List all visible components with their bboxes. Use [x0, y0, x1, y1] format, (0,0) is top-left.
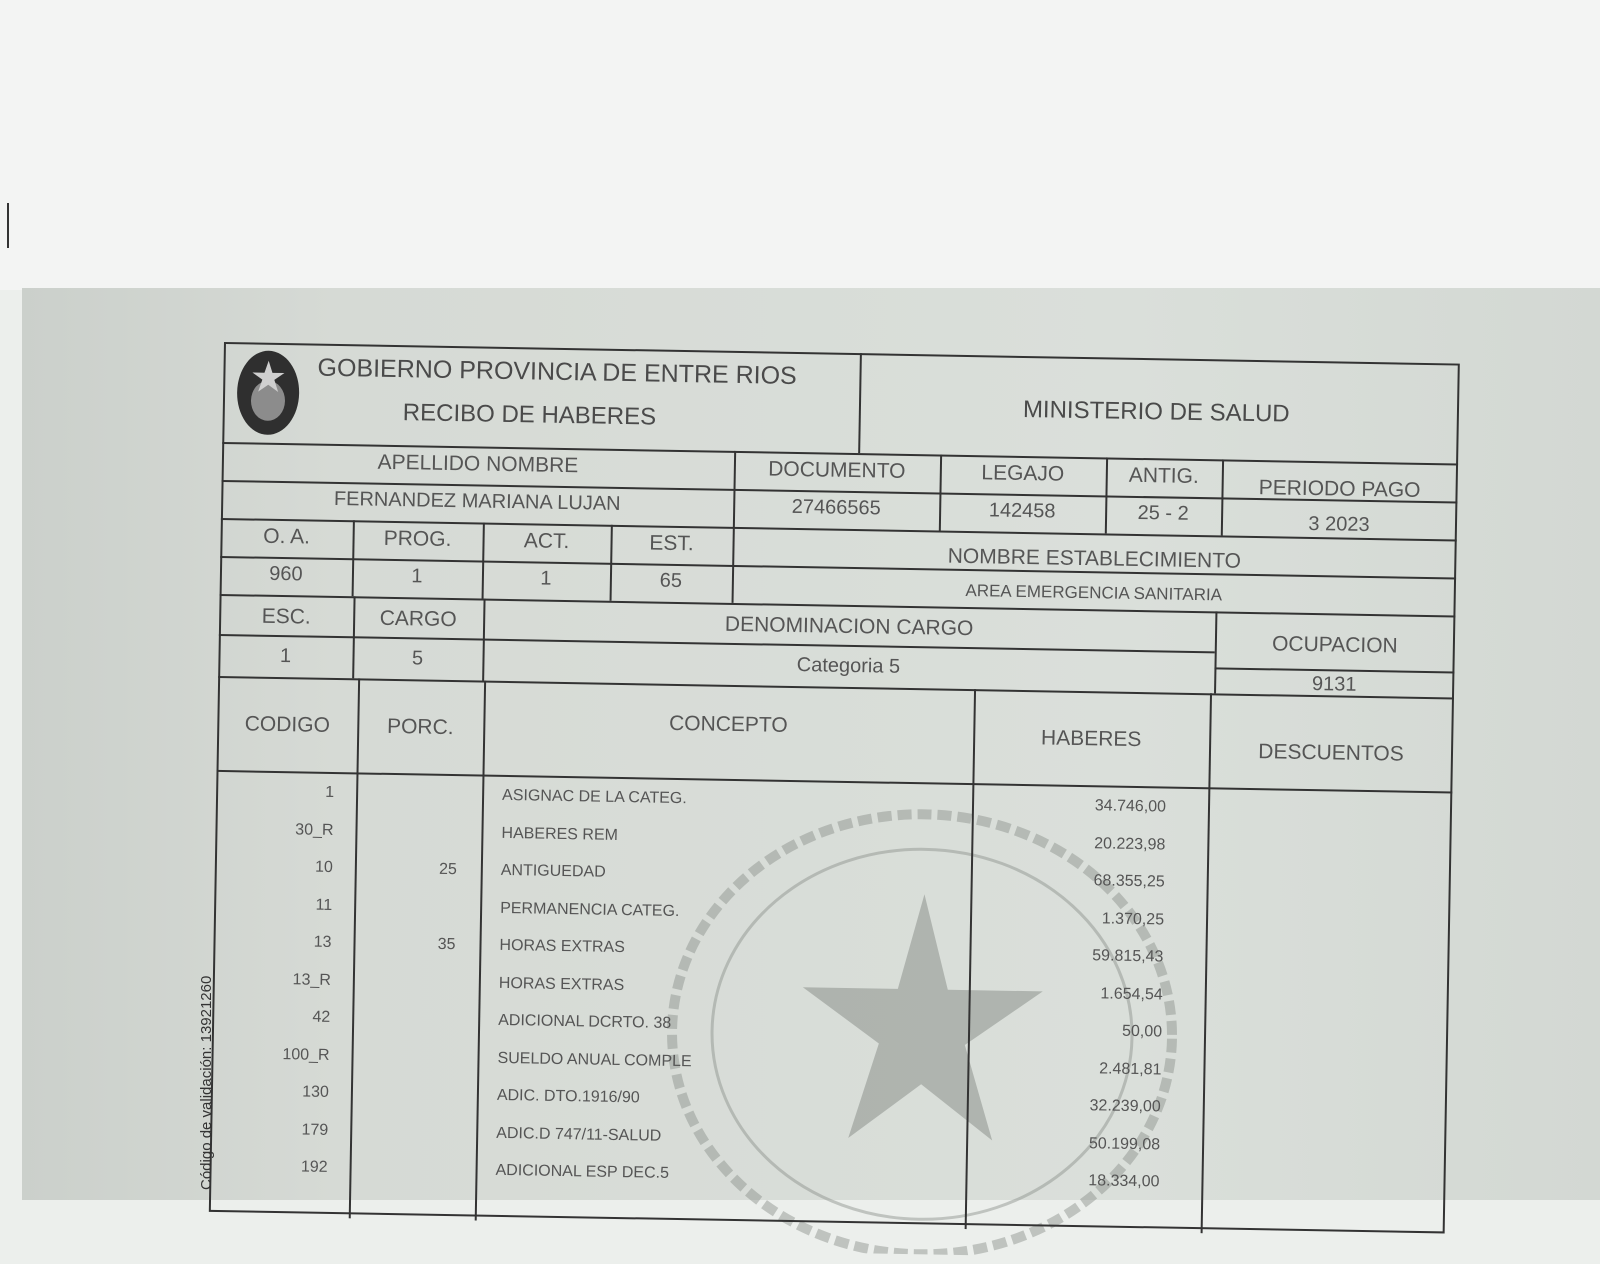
- item-codigo: 1: [325, 783, 335, 801]
- item-concepto: ADICIONAL ESP DEC.5: [495, 1161, 670, 1182]
- item-codigo: 13_R: [292, 970, 332, 989]
- establishment-name: AREA EMERGENCIA SANITARIA: [965, 580, 1223, 605]
- prog-value: 1: [411, 565, 423, 588]
- government-title: GOBIERNO PROVINCIA DE ENTRE RIOS: [317, 353, 797, 390]
- item-codigo: 11: [315, 896, 333, 914]
- item-porc: 35: [437, 935, 456, 954]
- item-concepto: ADICIONAL DCRTO. 38: [498, 1011, 672, 1032]
- label-ocupacion: OCUPACION: [1271, 632, 1398, 658]
- esc-value: 1: [279, 645, 292, 668]
- item-concepto: HABERES REM: [501, 824, 619, 844]
- label-legajo: LEGAJO: [981, 461, 1065, 486]
- item-concepto: HORAS EXTRAS: [499, 936, 625, 957]
- column-header-haberes: HABERES: [1040, 726, 1142, 752]
- label-est: EST.: [649, 531, 694, 556]
- label-prog: PROG.: [383, 526, 452, 551]
- ocupacion-value: 9131: [1311, 673, 1357, 696]
- cargo-value: 5: [411, 647, 424, 670]
- ministry-name: MINISTERIO DE SALUD: [1022, 395, 1290, 428]
- item-codigo: 179: [301, 1120, 329, 1139]
- receipt-title: RECIBO DE HABERES: [402, 399, 657, 431]
- item-haberes: 32.239,00: [1089, 1097, 1161, 1116]
- pay-period: 3 2023: [1308, 512, 1370, 537]
- column-header-descuentos: DESCUENTOS: [1258, 740, 1404, 766]
- label-cargo: CARGO: [379, 606, 457, 632]
- label-oa: O. A.: [263, 524, 311, 549]
- item-codigo: 130: [302, 1083, 330, 1101]
- label-antig: ANTIG.: [1128, 463, 1200, 489]
- label-periodo: PERIODO PAGO: [1258, 476, 1421, 502]
- label-apellido: APELLIDO NOMBRE: [377, 450, 579, 478]
- item-concepto: ADIC.D 747/11-SALUD: [496, 1124, 662, 1145]
- oa-value: 960: [269, 562, 303, 586]
- label-nombre-establecimiento: NOMBRE ESTABLECIMIENTO: [947, 544, 1242, 573]
- item-codigo: 42: [312, 1008, 331, 1026]
- est-value: 65: [659, 569, 683, 593]
- item-haberes: 1.370,25: [1101, 909, 1165, 928]
- item-codigo: 192: [300, 1158, 328, 1176]
- item-concepto: ASIGNAC DE LA CATEG.: [501, 786, 687, 808]
- item-porc: 25: [438, 860, 457, 879]
- item-haberes: 1.654,54: [1100, 984, 1163, 1003]
- antiguedad-value: 25 - 2: [1137, 501, 1189, 525]
- item-haberes: 59.815,43: [1092, 947, 1164, 966]
- column-header-concepto: CONCEPTO: [668, 711, 788, 737]
- item-concepto: ANTIGUEDAD: [500, 861, 606, 881]
- label-documento: DOCUMENTO: [768, 457, 906, 483]
- item-concepto: ADIC. DTO.1916/90: [496, 1086, 640, 1107]
- item-codigo: 13: [313, 933, 332, 951]
- items-list: [209, 782, 1446, 1216]
- item-haberes: 2.481,81: [1099, 1059, 1162, 1078]
- screen-top-area: [0, 0, 1600, 290]
- pay-receipt: [209, 342, 1474, 1224]
- item-haberes: 20.223,98: [1094, 834, 1166, 854]
- item-codigo: 30_R: [295, 820, 334, 839]
- label-esc: ESC.: [261, 604, 311, 629]
- item-concepto: SUELDO ANUAL COMPLE: [497, 1049, 692, 1070]
- employee-name: FERNANDEZ MARIANA LUJAN: [333, 487, 621, 515]
- legajo-number: 142458: [988, 499, 1056, 523]
- label-denominacion: DENOMINACION CARGO: [724, 612, 974, 641]
- item-codigo: 10: [314, 858, 333, 876]
- item-haberes: 68.355,25: [1093, 872, 1165, 891]
- item-haberes: 34.746,00: [1094, 797, 1167, 816]
- act-value: 1: [540, 567, 552, 590]
- item-haberes: 18.334,00: [1088, 1172, 1160, 1191]
- column-header-porc: PORC.: [386, 714, 454, 740]
- column-header-codigo: CODIGO: [244, 712, 331, 737]
- document-number: 27466565: [791, 495, 881, 520]
- item-concepto: PERMANENCIA CATEG.: [500, 899, 680, 920]
- item-haberes: 50,00: [1121, 1022, 1163, 1041]
- item-concepto: HORAS EXTRAS: [498, 974, 625, 994]
- text-cursor: [7, 203, 9, 248]
- validation-code: Código de validación: 13921260: [198, 975, 215, 1190]
- denominacion-value: Categoria 5: [796, 654, 901, 678]
- item-haberes: 50.199,08: [1088, 1134, 1161, 1153]
- label-act: ACT.: [523, 529, 570, 554]
- item-codigo: 100_R: [282, 1045, 330, 1064]
